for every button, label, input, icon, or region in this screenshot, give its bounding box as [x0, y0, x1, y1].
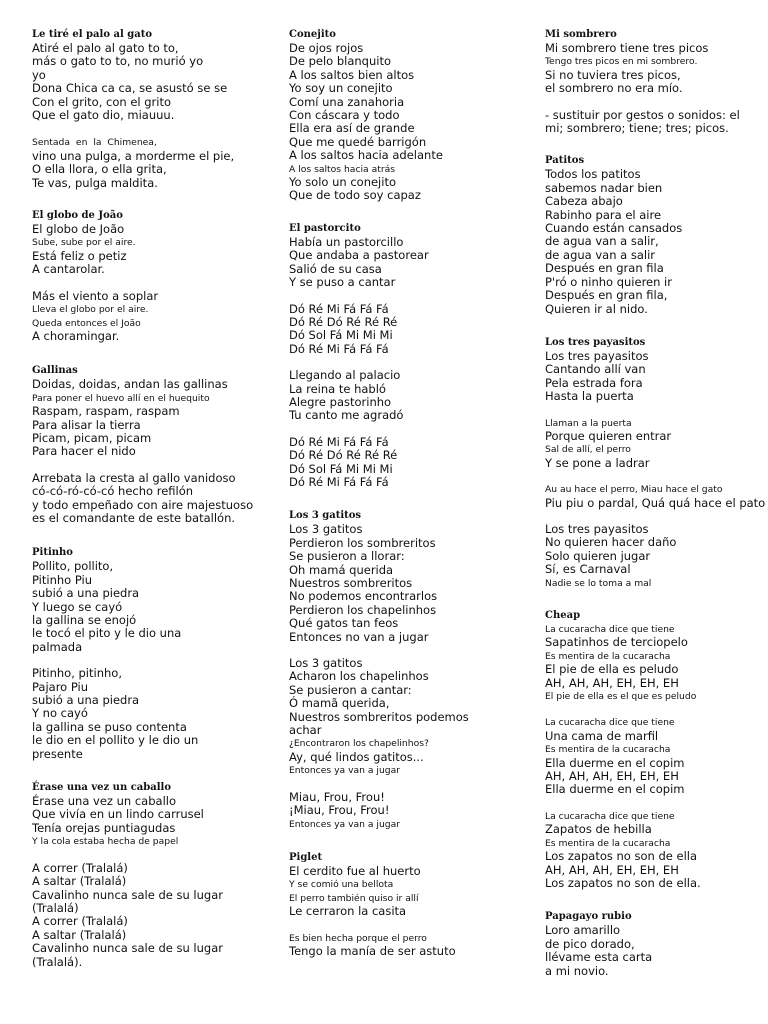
- lyric-line: Había un pastorcillo: [289, 234, 404, 249]
- lyric-line: Entonces ya van a jugar: [289, 765, 401, 777]
- lyric-line: Los tres payasitos: [545, 521, 649, 536]
- song-title: El pastorcito: [289, 222, 361, 234]
- lyric-line: Qué gatos tan feos: [289, 616, 399, 631]
- lyric-line: presente: [32, 746, 83, 761]
- column-1: [32, 28, 272, 969]
- lyric-line: Queda entonces el João: [32, 317, 141, 329]
- lyric-line: Loro amarillo: [545, 923, 621, 938]
- lyric-line: No quieren hacer daño: [545, 535, 677, 550]
- lyric-line: Pollito, pollito,: [32, 559, 114, 574]
- song: [289, 509, 529, 831]
- lyric-line: Cuando están cansados: [545, 221, 683, 236]
- lyric-line: Quieren ir al nido.: [545, 301, 648, 316]
- stanza: [289, 657, 529, 778]
- song: [545, 336, 768, 590]
- lyric-line: Llegando al palacio: [289, 368, 401, 383]
- lyric-line: Tu canto me agradó: [289, 408, 404, 423]
- lyric-line: Nadie se lo toma a mal: [545, 577, 652, 589]
- lyric-line: Dona Chica ca ca, se asustó se se: [32, 81, 228, 96]
- song-title: Piglet: [289, 851, 323, 863]
- lyric-line: Doidas, doidas, andan las gallinas: [32, 377, 228, 392]
- lyric-line: Nuestros sombreritos podemos: [289, 709, 469, 724]
- lyric-line: Y se puso a cantar: [289, 275, 396, 290]
- lyric-line: O ella llora, o ella grita,: [32, 162, 167, 177]
- lyric-line: El perro también quiso ir allí: [289, 892, 419, 904]
- lyric-line: Todos los patitos: [545, 167, 641, 182]
- lyric-line: De pelo blanquito: [289, 54, 392, 69]
- stanza: [32, 472, 272, 526]
- lyric-line: Miau, Frou, Frou!: [289, 789, 385, 804]
- stanza: [545, 810, 768, 890]
- lyric-line: Es mentira de la cucaracha: [545, 837, 671, 849]
- lyric-line: Los zapatos no son de ella.: [545, 875, 701, 890]
- lyric-line: Oh mamá querida: [289, 562, 394, 577]
- stanza: [289, 236, 529, 290]
- lyric-line: Y se comió una bellota: [289, 879, 394, 891]
- lyric-line: Au au hace el perro, Miau hace el gato: [545, 484, 723, 496]
- lyric-line: A los saltos hacia atrás: [289, 163, 396, 175]
- lyric-line: Sapatinhos de terciopelo: [545, 635, 688, 650]
- lyric-line: de pico dorado,: [545, 936, 635, 951]
- lyric-line: Mi sombrero tiene tres picos: [545, 41, 709, 55]
- lyric-line: Dó Ré Mi Fá Fá Fá: [289, 474, 389, 489]
- lyric-line: llévame esta carta: [545, 950, 653, 965]
- lyric-line: Alegre pastorinho: [289, 394, 392, 409]
- stanza: [289, 791, 529, 831]
- lyric-line: Dó Ré Dó Ré Ré Ré: [289, 314, 398, 329]
- lyric-line: de agua van a salir,: [545, 234, 659, 249]
- lyric-line: Cantando allí van: [545, 362, 646, 377]
- stanza: [289, 369, 529, 423]
- lyric-line: De ojos rojos: [289, 41, 364, 55]
- lyric-line: le tocó el pito y le dio una: [32, 626, 182, 641]
- lyric-line: El globo de João: [32, 222, 125, 237]
- lyric-line: Picam, picam, picam: [32, 430, 152, 445]
- lyric-line: Le cerraron la casita: [289, 904, 407, 919]
- song: [32, 364, 272, 525]
- lyric-line: Está feliz o petiz: [32, 248, 127, 263]
- lyric-line: Ella duerme en el copim: [545, 782, 685, 797]
- lyric-line: subió a una piedra: [32, 693, 140, 708]
- stanza: [545, 350, 768, 404]
- song-title: Gallinas: [32, 365, 78, 377]
- song-title: Pitinho: [32, 547, 73, 559]
- lyric-line: la gallina se puso contenta: [32, 719, 187, 734]
- song-title: El globo de João: [32, 210, 123, 222]
- lyric-line: La reina te habló: [289, 381, 386, 396]
- lyric-line: Y la cola estaba hecha de papel: [32, 836, 179, 848]
- stanza: [545, 42, 768, 96]
- song-title: Los tres payasitos: [545, 336, 646, 348]
- lyric-line: A saltar (Tralalá): [32, 927, 127, 942]
- lyric-line: No podemos encontrarlos: [289, 589, 438, 604]
- song: [545, 910, 768, 978]
- lyric-line: El cerdito fue al huerto: [289, 863, 421, 878]
- lyric-line: Con el grito, con el grito: [32, 94, 172, 109]
- lyric-line: palmada: [32, 639, 83, 654]
- lyric-line: Sentada en la Chimenea,: [32, 137, 157, 149]
- lyric-line: Los 3 gatitos: [289, 522, 363, 537]
- lyric-line: AH, AH, AH, EH, EH, EH: [545, 675, 679, 690]
- lyric-line: Para poner el huevo allí en el huequito: [32, 392, 210, 404]
- column-2: [289, 28, 529, 958]
- lyric-line: - sustituir por gestos o sonidos: el: [545, 107, 740, 122]
- lyric-line: Una cama de marfil: [545, 728, 659, 743]
- song-title: Mi sombrero: [545, 29, 617, 40]
- lyric-line: Ay, qué lindos gatitos...: [289, 749, 424, 764]
- lyric-line: P'ró o ninho quieren ir: [545, 274, 672, 289]
- song: [32, 28, 272, 190]
- lyric-line: Dó Sol Fá Mi Mi Mi: [289, 328, 393, 343]
- lyric-line: Cabeza abajo: [545, 194, 623, 209]
- lyric-line: Los 3 gatitos: [289, 656, 363, 671]
- song: [545, 609, 768, 890]
- stanza: [289, 932, 529, 959]
- lyric-line: (Tralalá).: [32, 954, 83, 969]
- stanza: [545, 523, 768, 590]
- stanza: [289, 303, 529, 357]
- lyric-line: Después en gran fila: [545, 261, 664, 276]
- lyric-line: Que de todo soy capaz: [289, 188, 421, 203]
- lyric-line: achar: [289, 723, 322, 738]
- lyric-line: y todo empeñado con aire majestuoso: [32, 497, 254, 512]
- lyric-line: Dó Ré Dó Ré Ré Ré: [289, 448, 398, 463]
- lyric-line: Que el gato dio, miauuu.: [32, 108, 175, 123]
- lyric-line: Cavalinho nunca sale de su lugar: [32, 941, 223, 956]
- stanza: [289, 523, 529, 644]
- song: [32, 209, 272, 343]
- lyric-line: (Tralalá): [32, 900, 79, 915]
- lyric-line: có-có-ró-có-có hecho refilón: [32, 484, 194, 499]
- stanza: [32, 223, 272, 277]
- lyric-line: A correr (Tralalá): [32, 914, 128, 929]
- lyric-line: Pajaro Piu: [32, 679, 89, 694]
- lyric-line: Ella duerme en el copim: [545, 755, 685, 770]
- lyric-line: Nuestros sombreritos: [289, 576, 413, 590]
- song-title: Patitos: [545, 155, 585, 167]
- lyric-line: Si no tuviera tres picos,: [545, 67, 681, 82]
- stanza: [32, 862, 272, 969]
- lyric-line: Pitinho Piu: [32, 572, 93, 587]
- lyric-line: Que me quedé barrigón: [289, 134, 427, 149]
- lyric-line: Entonces no van a jugar: [289, 629, 429, 644]
- stanza: [289, 865, 529, 919]
- lyric-line: A cantarolar.: [32, 262, 105, 277]
- lyric-line: Es mentira de la cucaracha: [545, 650, 671, 662]
- lyric-line: Sal de allí, el perro: [545, 444, 631, 456]
- lyric-line: ¡Miau, Frou, Frou!: [289, 803, 390, 818]
- lyric-line: el sombrero no era mío.: [545, 81, 683, 96]
- lyric-line: Dó Sol Fá Mi Mi Mi: [289, 461, 393, 476]
- song-title: Le tiré el palo al gato: [32, 29, 152, 40]
- song: [32, 781, 272, 969]
- lyric-line: AH, AH, AH, EH, EH, EH: [545, 862, 679, 877]
- lyric-line: A los saltos bien altos: [289, 67, 415, 82]
- song-title: Conejito: [289, 29, 336, 40]
- lyric-line: A correr (Tralalá): [32, 860, 128, 875]
- lyric-line: Arrebata la cresta al gallo vanidoso: [32, 470, 236, 485]
- song-title: Cheap: [545, 610, 581, 621]
- stanza: [289, 42, 529, 203]
- lyric-line: Dó Ré Mi Fá Fá Fá: [289, 301, 389, 316]
- lyric-line: Zapatos de hebilla: [545, 822, 652, 837]
- song-title: Érase una vez un caballo: [32, 782, 172, 794]
- column-3: [545, 28, 768, 978]
- stanza: [545, 623, 768, 703]
- lyric-line: subió a una piedra: [32, 586, 140, 601]
- lyric-line: Y se pone a ladrar: [545, 455, 650, 470]
- song: [545, 154, 768, 315]
- stanza: [545, 483, 768, 510]
- lyric-line: Es mentira de la cucaracha: [545, 744, 671, 756]
- lyric-line: Érase una vez un caballo: [32, 794, 176, 809]
- lyric-line: La cucaracha dice que tiene: [545, 810, 675, 822]
- song: [289, 851, 529, 958]
- lyric-line: Perdieron los sombreritos: [289, 535, 436, 550]
- song-title: Los 3 gatitos: [289, 510, 362, 522]
- lyric-line: de agua van a salir: [545, 247, 656, 262]
- stanza: [32, 795, 272, 849]
- lyric-line: la gallina se enojó: [32, 613, 137, 627]
- lyric-line: Yo solo un conejito: [289, 175, 396, 190]
- lyric-line: le dio en el pollito y le dio un: [32, 733, 199, 748]
- lyric-line: Tengo la manía de ser astuto: [289, 943, 456, 958]
- lyric-line: Más el viento a soplar: [32, 288, 159, 303]
- lyric-line: Se pusieron a cantar:: [289, 682, 412, 697]
- song-title: Papagayo rubio: [545, 911, 632, 923]
- lyric-line: A los saltos hacia adelante: [289, 148, 443, 163]
- lyric-line: Los zapatos no son de ella: [545, 849, 698, 864]
- song: [545, 28, 768, 135]
- lyric-line: AH, AH, AH, EH, EH, EH: [545, 769, 679, 784]
- lyric-line: Y no cayó: [32, 706, 88, 721]
- lyric-line: Porque quieren entrar: [545, 428, 672, 443]
- lyric-line: El pie de ella es peludo: [545, 662, 679, 677]
- lyric-line: Raspam, raspam, raspam: [32, 404, 180, 419]
- stanza: [32, 42, 272, 122]
- lyric-line: La cucaracha dice que tiene: [545, 624, 675, 635]
- lyric-line: Te vas, pulga maldita.: [32, 175, 158, 190]
- lyric-line: a mi novio.: [545, 963, 609, 978]
- stanza: [32, 136, 272, 190]
- lyric-line: Sube, sube por el aire.: [32, 237, 136, 249]
- lyric-line: Tengo tres picos en mi sombrero.: [545, 56, 698, 68]
- stanza: [32, 290, 272, 344]
- lyric-line: Hasta la puerta: [545, 389, 634, 404]
- lyric-line: Salió de su casa: [289, 261, 382, 276]
- lyric-line: Ella era así de grande: [289, 121, 415, 136]
- lyric-line: sabemos nadar bien: [545, 180, 663, 195]
- lyric-line: A saltar (Tralalá): [32, 874, 127, 889]
- stanza: [545, 417, 768, 471]
- lyric-line: Y luego se cayó: [32, 599, 123, 614]
- lyric-line: Pela estrada fora: [545, 375, 643, 390]
- lyric-line: Rabinho para el aire: [545, 207, 662, 222]
- lyric-line: yo: [32, 67, 46, 82]
- lyric-line: es el comandante de este batallón.: [32, 510, 236, 525]
- lyric-line: Piu piu o pardal, Quá quá hace el pato: [545, 495, 766, 510]
- lyric-line: Yo soy un conejito: [289, 81, 393, 96]
- lyric-line: Entonces ya van a jugar: [289, 818, 401, 830]
- lyric-line: El pie de ella es el que es peludo: [545, 691, 697, 703]
- stanza: [32, 378, 272, 458]
- lyric-line: La cucaracha dice que tiene: [545, 717, 675, 729]
- lyric-line: Con cáscara y todo: [289, 108, 400, 123]
- lyric-line: Para hacer el nido: [32, 444, 136, 459]
- lyric-line: Llaman a la puerta: [545, 417, 632, 429]
- lyric-line: Pitinho, pitinho,: [32, 666, 122, 681]
- lyric-line: Lleva el globo por el aire.: [32, 304, 149, 316]
- stanza: [545, 168, 768, 315]
- stanza: [32, 560, 272, 654]
- lyric-line: Tenía orejas puntiagudas: [32, 820, 176, 835]
- lyric-line: Sí, es Carnaval: [545, 562, 631, 577]
- song: [32, 546, 272, 761]
- lyric-line: mi; sombrero; tiene; tres; picos.: [545, 121, 729, 136]
- lyric-line: A choramingar.: [32, 328, 120, 343]
- lyric-line: Se pusieron a llorar:: [289, 549, 405, 564]
- lyric-line: vino una pulga, a morderme el pie,: [32, 148, 235, 163]
- lyric-line: Que vivía en un lindo carrusel: [32, 807, 204, 822]
- lyric-line: Para alisar la tierra: [32, 417, 141, 432]
- lyric-line: más o gato to to, no murió yo: [32, 54, 204, 69]
- lyric-line: Acharon los chapelinhos: [289, 669, 429, 684]
- stanza: [545, 924, 768, 978]
- lyric-line: Perdieron los chapelinhos: [289, 602, 437, 617]
- lyric-line: Los tres payasitos: [545, 348, 649, 363]
- stanza: [545, 716, 768, 796]
- stanza: [32, 667, 272, 761]
- lyric-line: Después en gran fila,: [545, 288, 668, 303]
- stanza: [289, 436, 529, 490]
- lyric-line: Es bien hecha porque el perro: [289, 932, 427, 944]
- lyric-line: Comí una zanahoria: [289, 94, 405, 109]
- song: [289, 222, 529, 490]
- lyric-line: Solo quieren jugar: [545, 548, 651, 563]
- lyric-line: Cavalinho nunca sale de su lugar: [32, 887, 223, 902]
- stanza: [545, 109, 768, 136]
- lyric-line: Que andaba a pastorear: [289, 248, 429, 263]
- lyric-line: ¿Encontraron los chapelinhos?: [289, 738, 429, 750]
- lyric-line: Atiré el palo al gato to to,: [32, 41, 179, 55]
- lyric-line: Dó Ré Mi Fá Fá Fá: [289, 341, 389, 356]
- song: [289, 28, 529, 203]
- lyric-line: Ó mamã querida,: [289, 696, 390, 711]
- lyric-line: Dó Ré Mi Fá Fá Fá: [289, 434, 389, 449]
